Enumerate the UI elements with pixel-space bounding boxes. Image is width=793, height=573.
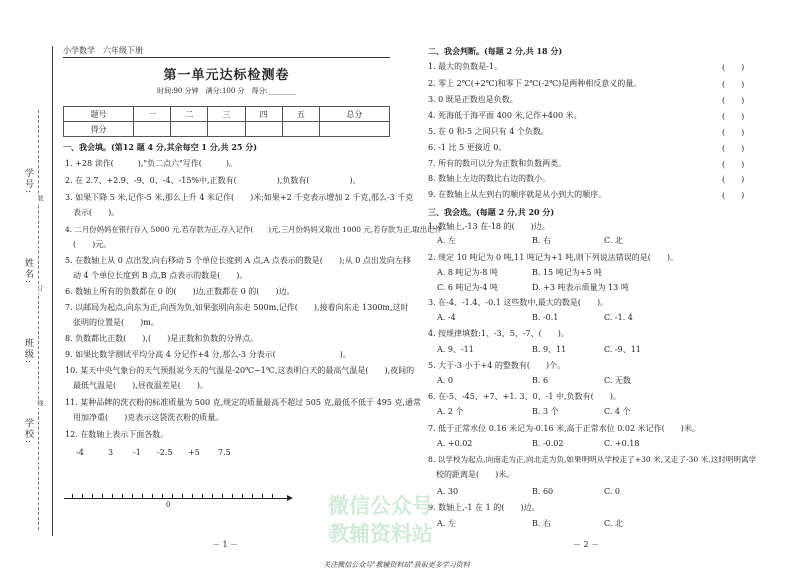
question-text: 6. -1 比 5 更接近 0。: [428, 143, 507, 152]
option: B. 右: [532, 236, 551, 245]
question-text: 最低气温是( ),昼夜温差是( )。: [65, 381, 209, 390]
option: B. 6: [532, 376, 549, 385]
section2-heading: 二、我会判断。(每题 2 分,共 18 分): [428, 46, 563, 56]
section3-heading: 三、我会选。(每题 2 分,共 20 分): [428, 207, 555, 217]
question-text: 校的距离是( )米。: [428, 470, 515, 479]
table-cell: 二: [171, 107, 208, 122]
table-cell: [171, 122, 208, 137]
question-text: 8. 以学校为起点,向南走为正,向北走为负,如果明明从学校走了+30 米,又走了-30 米,这时明明离学: [428, 455, 757, 464]
table-cell: 五: [282, 107, 319, 122]
question-text: 12. 在数轴上表示下面各数。: [65, 430, 169, 439]
option: C. 北: [604, 236, 623, 245]
class-label: 班级:: [23, 338, 33, 366]
question-text: 6. 在-5、-45、+7、+1. 3、0、-1 中,负数有( )。: [428, 392, 621, 401]
question-text: 9. 数轴上,-1 在 1 的( )边。: [428, 503, 540, 512]
table-cell: [134, 122, 171, 137]
score-table-score-row: [64, 122, 390, 137]
option: C. 6 吨记为-4 吨: [437, 283, 498, 292]
question-text: 8. 负数都比正数( ),( )是正数和负数的分界点。: [65, 334, 259, 343]
question-text: 1. 数轴上,-13 在-18 的( )边。: [428, 222, 550, 231]
table-cell: 一: [134, 107, 171, 122]
section1-heading: 一、我会填。(第12 题 4 分,其余每空 1 分,共 25 分): [63, 142, 258, 152]
table-cell: 三: [208, 107, 245, 122]
question-text: 9. 如果比数学测试平均分高 4 分记作+4 分,那么-3 分表示( )。: [65, 350, 351, 359]
question-text: 1. 最大的负数是-1。: [428, 62, 502, 71]
subject-label: 小学数学 六年级下册: [63, 46, 143, 55]
answer-blank: ( ): [722, 191, 745, 200]
table-cell: 题号: [64, 107, 134, 122]
student-no-label: 学号:: [23, 168, 33, 196]
option: A. -4: [437, 313, 456, 322]
number-item: -2.5: [157, 448, 173, 457]
score-table-header-row: [64, 107, 390, 122]
question-text: 2. 规定 10 吨记为 0 吨,11 吨记为+1 吨,则下列说法错误的是( )。: [428, 253, 679, 262]
option: C. -9、11: [604, 345, 641, 354]
question-text: 动 4 个单位长度到 B 点,B 点表示的数是( )。: [65, 271, 248, 280]
option: C. 北: [604, 519, 623, 528]
exam-info: 时间:90 分钟 满分:100 分 得分:________: [157, 87, 296, 95]
binding-mark: 订: [36, 285, 43, 293]
option: A. 左: [437, 519, 456, 528]
name-label: 姓名:: [23, 258, 33, 286]
question-text: 3. 如果下降 5 米,记作-5 米,那么上升 4 米记作( )米;如果+2 千克表示增加 2 千克,那么-3 千克: [65, 193, 414, 202]
question-text: 3. 在-4、-1.4、-0.1 这些数中,最大的数是( )。: [428, 298, 609, 307]
question-text: ( )元。: [65, 240, 112, 249]
header-rule: [63, 57, 390, 58]
option: D. +3 吨表示质量为 13 吨: [532, 283, 629, 292]
footer-note: 关注微信公众号"教辅资料站"获取更多学习资料: [323, 561, 470, 569]
question-text: 1. +28 读作( ),"负二点六"写作( )。: [65, 159, 237, 168]
answer-blank: ( ): [722, 160, 745, 169]
answer-blank: ( ): [722, 175, 745, 184]
answer-blank: ( ): [722, 144, 745, 153]
question-text: 2. 零上 2℃(+2℃)和零下 2℃(-2℃)是两种相反意义的量。: [428, 79, 642, 88]
question-text: 10. 某天中央气象台的天气预报说今天的气温是-20℃~1℃,这表明白天的最高气温是( ),夜间的: [65, 366, 415, 375]
binding-mark: 装: [36, 195, 43, 203]
table-cell: [208, 122, 245, 137]
page-number: － 2 －: [573, 540, 600, 549]
question-text: 用加净重( )克表示这袋洗衣粉的质量。: [65, 413, 224, 422]
score-table: [63, 106, 390, 137]
table-cell: [319, 122, 389, 137]
question-text: 8. 数轴上左边的数比右边的数小。: [428, 174, 551, 183]
table-cell: 得分: [64, 122, 134, 137]
option: A. +0.02: [437, 439, 473, 448]
axis-zero-label: 0: [166, 501, 171, 509]
option: B. 15 吨记为+5 吨: [532, 268, 603, 277]
cut-line: [38, 110, 39, 530]
question-text: 6. 数轴上所有的负数都在 0 的( )边,正数都在 0 的( )边。: [65, 287, 295, 296]
option: A. 30: [437, 487, 459, 496]
option: C. 4 个: [604, 407, 631, 416]
question-text: 4. 按规律填数:1、-3、5、-7、( )。: [428, 329, 569, 338]
option: A. 9、-11: [437, 345, 474, 354]
school-label: 学校:: [23, 418, 33, 446]
question-text: 9. 在数轴上从左到右的顺序就是从小到大的顺序。: [428, 190, 607, 199]
table-cell: 四: [245, 107, 282, 122]
option: B. 9、11: [532, 345, 567, 354]
question-text: 4. 死海低于海平面 400 米,记作+400 米。: [428, 111, 582, 120]
table-cell: [245, 122, 282, 137]
option: C. -1. 4: [604, 313, 633, 322]
question-text: 11. 某种品牌的洗衣粉的标准质量为 500 克,规定的质量最高不超过 505 克,最低不低于 495 克,通常: [65, 398, 421, 407]
table-cell: [282, 122, 319, 137]
option: C. +0.18: [604, 439, 640, 448]
question-text: 表示( )。: [65, 208, 120, 217]
option: A. 8 吨记为-8 吨: [437, 268, 498, 277]
question-text: 张明的位置是( )m。: [65, 318, 159, 327]
watermark-text: 微信公众号: [328, 494, 433, 518]
answer-blank: ( ): [722, 80, 745, 89]
number-item: -4: [76, 448, 84, 457]
answer-blank: ( ): [722, 63, 745, 72]
question-text: 7. 所有的数可以分为正数和负数两类。: [428, 159, 567, 168]
question-text: 5. 在 0 和-5 之间只有 4 个负数。: [428, 127, 549, 136]
answer-blank: ( ): [722, 112, 745, 121]
option: A. 2 个: [437, 407, 464, 416]
question-text: 7. 低于正常水位 0.16 米记为-0.16 米,高于正常水位 0.02 米记作( )米。: [428, 424, 700, 433]
number-item: 3: [108, 448, 114, 457]
number-item: +5: [188, 448, 200, 457]
question-text: 5. 大于-3 小于+4 的整数有( )个。: [428, 361, 566, 370]
question-text: 2. 在 2.7、+2.9、-9、0、-4、-15%中,正数有( ),负数有( )。: [65, 176, 361, 185]
question-text: 7. 以邮局为起点,向东为正,向西为负,如果张明向东走 500m,记作( ),接着向东走 1300m,这时: [65, 303, 409, 312]
question-text: 5. 在数轴上从 0 点出发,向右移动 5 个单位长度到 A 点,A 点表示的数是( );从 0 点出发向左移: [65, 256, 411, 265]
question-text: 3. 0 既是正数也是负数。: [428, 95, 518, 104]
answer-blank: ( ): [722, 128, 745, 137]
option: A. 0: [437, 376, 453, 385]
question-text: 4. 二月份妈妈在银行存入 5000 元,若存款为正,存入记作( )元,三月份妈妈又取出 1000 元,若存款为正,取出记作: [65, 225, 442, 234]
option: B. 右: [532, 519, 551, 528]
option: C. 无数: [604, 376, 631, 385]
answer-blank: ( ): [722, 96, 745, 105]
number-item: -1: [133, 448, 141, 457]
table-cell: 总分: [319, 107, 389, 122]
option: B. -0.02: [532, 439, 564, 448]
binding-line: [52, 46, 53, 536]
binding-mark: 线: [36, 400, 43, 408]
page-title: 第一单元达标检测卷: [163, 68, 290, 83]
option: A. 左: [437, 236, 456, 245]
number-item: 7.5: [218, 448, 231, 457]
page-number: － 1 －: [212, 540, 239, 549]
option: B. -0.1: [532, 313, 559, 322]
option: C. 0: [604, 487, 621, 496]
watermark-text: 教辅资料站: [328, 522, 433, 546]
option: B. 3 个: [532, 407, 559, 416]
option: B. 60: [532, 487, 554, 496]
